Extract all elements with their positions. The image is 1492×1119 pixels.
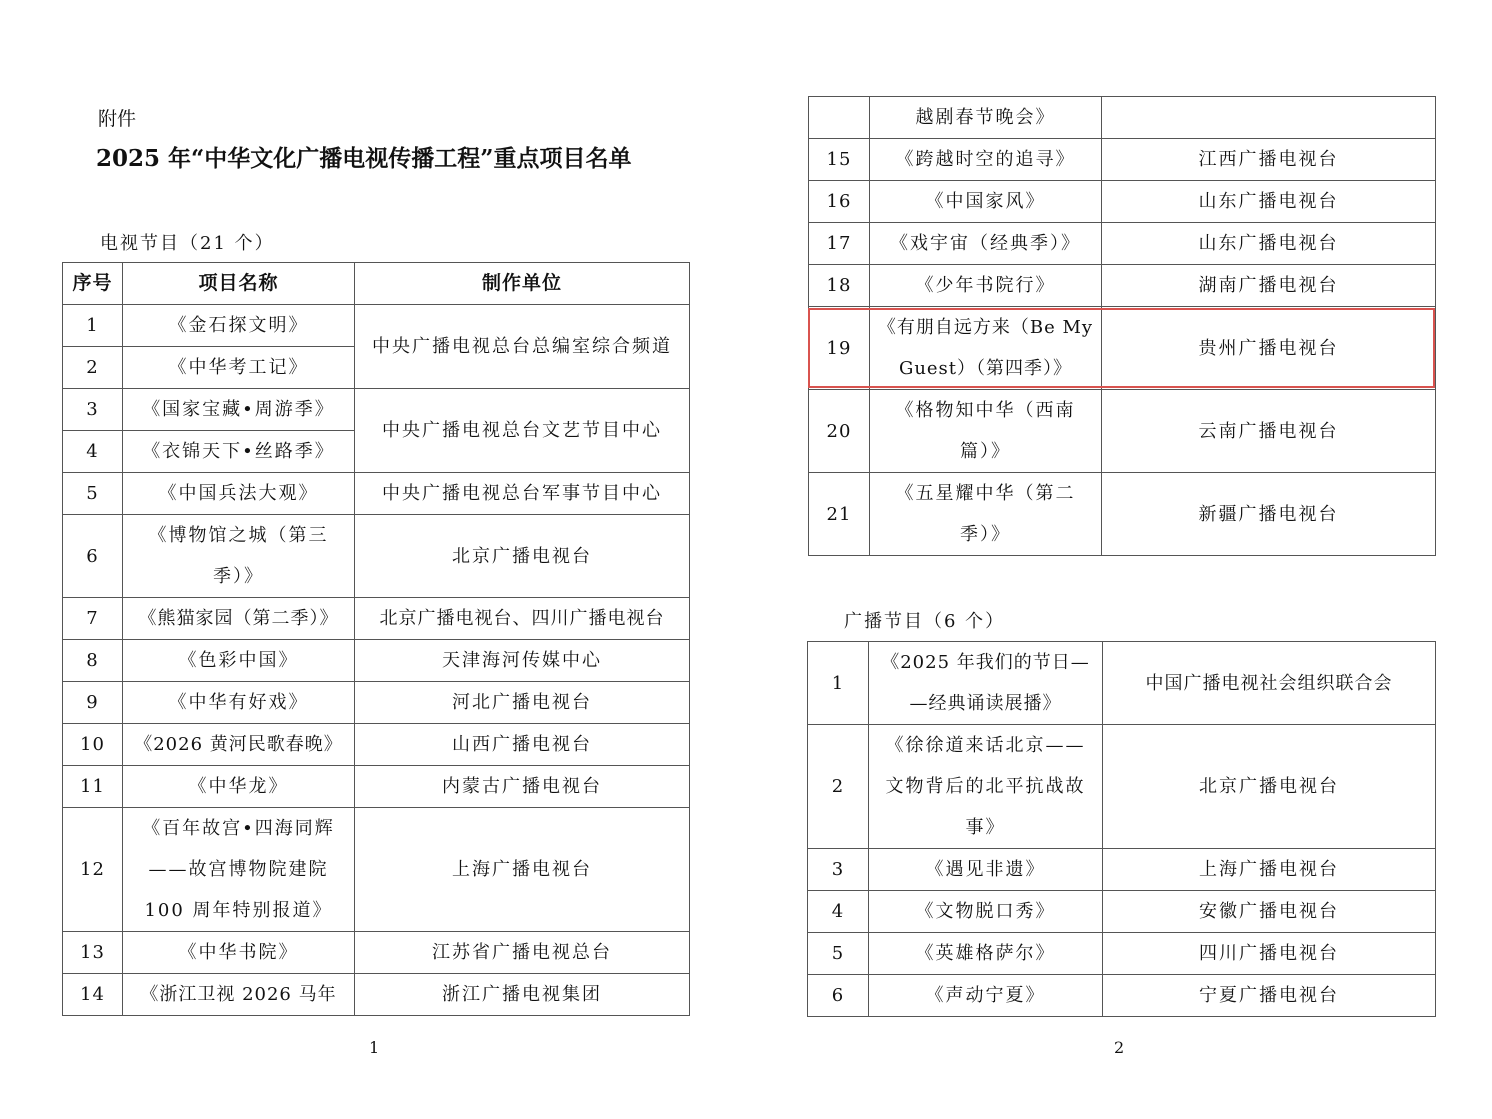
producer: 内蒙古广播电视台	[355, 766, 690, 808]
row-number: 7	[63, 598, 123, 640]
row-number: 16	[809, 181, 870, 223]
row-number: 10	[63, 724, 123, 766]
producer: 宁夏广播电视台	[1103, 975, 1436, 1017]
project-name: 《中华有好戏》	[123, 682, 355, 724]
project-name-line: 《2025 年我们的节日—	[881, 652, 1090, 673]
page-number: 2	[1114, 1038, 1125, 1057]
producer: 北京广播电视台	[1103, 725, 1436, 849]
producer: 中央广播电视总台总编室综合频道	[355, 305, 690, 389]
row-number: 21	[809, 473, 870, 556]
table-row	[809, 97, 1436, 139]
table-row	[808, 975, 1436, 1017]
project-name-line: Guest）（第四季）》	[898, 358, 1073, 379]
producer: 中国广播电视社会组织联合会	[1103, 642, 1436, 725]
project-name	[869, 725, 1103, 849]
table-row	[808, 891, 1436, 933]
header-index: 序号	[63, 263, 123, 305]
attachment-label: 附件	[98, 108, 137, 130]
producer: 北京广播电视台	[355, 515, 690, 598]
project-name: 《浙江卫视 2026 马年	[123, 974, 355, 1016]
project-name-line: 《百年故宫•四海同辉	[142, 818, 335, 839]
row-number: 18	[809, 265, 870, 307]
project-name	[870, 307, 1102, 390]
row-number: 1	[808, 642, 869, 725]
project-name-line: 篇）》	[960, 441, 1011, 462]
project-name: 《英雄格萨尔》	[869, 933, 1103, 975]
project-name: 《色彩中国》	[123, 640, 355, 682]
producer: 湖南广播电视台	[1102, 265, 1436, 307]
producer: 四川广播电视台	[1103, 933, 1436, 975]
project-name: 《熊猫家园（第二季）》	[123, 598, 355, 640]
project-name-line: 季）》	[213, 566, 264, 587]
radio-section-label: 广播节目（6 个）	[844, 611, 1006, 632]
row-number: 8	[63, 640, 123, 682]
producer: 山东广播电视台	[1102, 223, 1436, 265]
row-number	[809, 97, 870, 139]
producer: 安徽广播电视台	[1103, 891, 1436, 933]
table-row	[809, 223, 1436, 265]
row-number: 9	[63, 682, 123, 724]
project-name-line: 100 周年特别报道》	[144, 900, 333, 921]
table-row	[808, 933, 1436, 975]
table-row	[809, 473, 1436, 556]
producer: 江西广播电视台	[1102, 139, 1436, 181]
producer: 浙江广播电视集团	[355, 974, 690, 1016]
producer: 中央广播电视总台军事节目中心	[355, 473, 690, 515]
row-number: 5	[63, 473, 123, 515]
project-name-line: 《博物馆之城（第三	[148, 525, 329, 546]
producer: 江苏省广播电视总台	[355, 932, 690, 974]
row-number: 13	[63, 932, 123, 974]
table-row	[63, 932, 690, 974]
tv-section-label: 电视节目（21 个）	[100, 233, 275, 254]
project-name-line: 事》	[965, 817, 1006, 838]
project-name	[869, 642, 1103, 725]
table-row-highlighted	[809, 307, 1436, 390]
table-row	[809, 390, 1436, 473]
header-project-name: 项目名称	[123, 263, 355, 305]
project-name: 越剧春节晚会》	[870, 97, 1102, 139]
table-row	[63, 766, 690, 808]
project-name	[870, 473, 1102, 556]
producer: 北京广播电视台、四川广播电视台	[355, 598, 690, 640]
table-row	[63, 974, 690, 1016]
radio-programs-table	[807, 641, 1436, 1017]
project-name	[123, 808, 355, 932]
project-name-line: —经典诵读展播》	[909, 693, 1062, 714]
project-name: 《2026 黄河民歌春晚》	[123, 724, 355, 766]
project-name-line: 《格物知中华（西南	[895, 400, 1076, 421]
table-row	[63, 808, 690, 932]
producer: 河北广播电视台	[355, 682, 690, 724]
row-number: 3	[808, 849, 869, 891]
producer: 天津海河传媒中心	[355, 640, 690, 682]
project-name-line: ——故宫博物院建院	[148, 859, 329, 880]
project-name-line: 《五星耀中华（第二	[895, 483, 1076, 504]
table-row	[809, 139, 1436, 181]
table-row	[808, 642, 1436, 725]
row-number: 6	[63, 515, 123, 598]
producer: 贵州广播电视台	[1102, 307, 1436, 390]
header-producer: 制作单位	[355, 263, 690, 305]
table-row	[808, 849, 1436, 891]
producer: 山西广播电视台	[355, 724, 690, 766]
row-number: 19	[809, 307, 870, 390]
project-name: 《中国家风》	[870, 181, 1102, 223]
project-name-line: 季）》	[960, 524, 1011, 545]
row-number: 15	[809, 139, 870, 181]
project-name-line: 文物背后的北平抗战故	[885, 776, 1086, 797]
project-name-line: 《徐徐道来话北京——	[885, 735, 1086, 756]
producer: 上海广播电视台	[355, 808, 690, 932]
producer: 中央广播电视总台文艺节目中心	[355, 389, 690, 473]
table-row	[63, 724, 690, 766]
row-number: 14	[63, 974, 123, 1016]
row-number: 4	[63, 431, 123, 473]
tv-programs-table	[62, 262, 690, 1016]
project-name: 《文物脱口秀》	[869, 891, 1103, 933]
project-name: 《戏宇宙（经典季）》	[870, 223, 1102, 265]
row-number: 20	[809, 390, 870, 473]
producer: 新疆广播电视台	[1102, 473, 1436, 556]
tv-programs-table-continued	[808, 96, 1436, 556]
page-2	[746, 0, 1492, 1119]
table-row	[63, 598, 690, 640]
table-row	[809, 181, 1436, 223]
table-row	[809, 265, 1436, 307]
row-number: 2	[63, 347, 123, 389]
project-name	[870, 390, 1102, 473]
project-name: 《跨越时空的追寻》	[870, 139, 1102, 181]
project-name: 《声动宁夏》	[869, 975, 1103, 1017]
project-name: 《中国兵法大观》	[123, 473, 355, 515]
producer: 山东广播电视台	[1102, 181, 1436, 223]
row-number: 17	[809, 223, 870, 265]
row-number: 3	[63, 389, 123, 431]
row-number: 2	[808, 725, 869, 849]
project-name: 《国家宝藏•周游季》	[123, 389, 355, 431]
row-number: 6	[808, 975, 869, 1017]
row-number: 12	[63, 808, 123, 932]
project-name	[123, 515, 355, 598]
row-number: 4	[808, 891, 869, 933]
table-header-row	[63, 263, 690, 305]
project-name: 《中华考工记》	[123, 347, 355, 389]
project-name: 《少年书院行》	[870, 265, 1102, 307]
producer	[1102, 97, 1436, 139]
row-number: 11	[63, 766, 123, 808]
table-row	[63, 515, 690, 598]
project-name: 《中华龙》	[123, 766, 355, 808]
row-number: 1	[63, 305, 123, 347]
row-number: 5	[808, 933, 869, 975]
page-number: 1	[369, 1038, 380, 1057]
document-title: 2025 年“中华文化广播电视传播工程”重点项目名单	[96, 145, 632, 172]
table-row	[63, 389, 690, 431]
project-name: 《金石探文明》	[123, 305, 355, 347]
table-row	[63, 640, 690, 682]
table-row	[808, 725, 1436, 849]
table-row	[63, 473, 690, 515]
producer: 上海广播电视台	[1103, 849, 1436, 891]
project-name: 《遇见非遗》	[869, 849, 1103, 891]
table-row	[63, 305, 690, 347]
project-name: 《中华书院》	[123, 932, 355, 974]
producer: 云南广播电视台	[1102, 390, 1436, 473]
project-name: 《衣锦天下•丝路季》	[123, 431, 355, 473]
project-name-line: 《有朋自远方来（Be My	[877, 317, 1094, 338]
table-row	[63, 682, 690, 724]
